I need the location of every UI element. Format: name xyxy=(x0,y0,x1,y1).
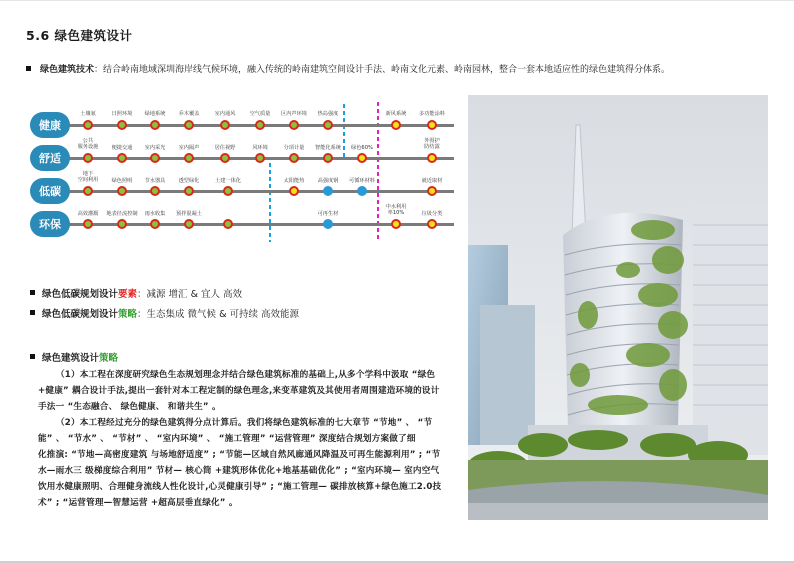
diagram-label: 绿色照明 xyxy=(111,178,133,184)
diagram-label: 高效灌溉 xyxy=(77,211,99,217)
diagram-dot xyxy=(83,153,93,163)
diagram-dot xyxy=(117,153,127,163)
diagram-label: 智能化系统 xyxy=(315,145,341,151)
diagram-dot xyxy=(427,120,437,130)
diagram-label: 分项计量 xyxy=(283,145,305,151)
diagram-dot xyxy=(289,120,299,130)
diagram-dot xyxy=(117,186,127,196)
diagram-label: 预拌混凝土 xyxy=(176,211,202,217)
diagram-dot xyxy=(220,120,230,130)
tech-text: ：结合岭南地域深圳海岸线气候环境，融入传统的岭南建筑空间设计手法、岭南文化元素、岭南园林，整合一套本地适应性的绿色建筑得分体系。 xyxy=(94,65,671,75)
section-title: 5.6 绿色建筑设计 xyxy=(26,28,133,43)
building-rendering-svg xyxy=(468,95,768,520)
diagram-dot xyxy=(223,186,233,196)
diagram-label: 绿地系统 xyxy=(144,111,166,117)
diagram-label: 公共 服务设施 xyxy=(77,138,99,150)
row-comfort: 舒适 xyxy=(30,145,70,171)
green-tech-diagram xyxy=(22,100,458,248)
diagram-label: 日照环境 xyxy=(111,111,133,117)
diagram-dot xyxy=(117,219,127,229)
diagram-label: 室内通风 xyxy=(214,111,236,117)
diagram-dot xyxy=(357,186,367,196)
strategy-text: ：生态集成 微气候 & 可持续 高效能源 xyxy=(137,309,300,320)
planning-strategy-line xyxy=(42,306,299,320)
diagram-dot xyxy=(83,120,93,130)
diagram-label: 高强度钢 xyxy=(317,178,339,184)
elements-label: 绿色低碳规划设计 xyxy=(42,289,119,300)
design-label: 绿色建筑设计 xyxy=(42,353,100,364)
diagram-dot xyxy=(323,186,333,196)
diagram-dot xyxy=(184,186,194,196)
diagram-label: 可再生材 xyxy=(317,211,339,217)
diagram-label: 垃圾分类 xyxy=(421,211,443,217)
row-health: 健康 xyxy=(30,112,70,138)
design-heading xyxy=(42,350,118,364)
design-highlight: 策略 xyxy=(99,353,119,364)
diagram-dot xyxy=(427,219,437,229)
diagram-label: 透型绿化 xyxy=(178,178,200,184)
diagram-label: 居住视野 xyxy=(214,145,236,151)
diagram-dot xyxy=(427,186,437,196)
diagram-dot xyxy=(184,153,194,163)
bullet-elements xyxy=(30,290,35,295)
diagram-dot xyxy=(117,120,127,130)
strategy-label: 绿色低碳规划设计 xyxy=(42,309,119,320)
diagram-dot xyxy=(223,219,233,229)
diagram-dot xyxy=(357,153,367,163)
diagram-label: 可循环材料 xyxy=(349,178,375,184)
diagram-dot xyxy=(150,186,160,196)
elements-highlight: 要素 xyxy=(118,289,138,300)
diagram-label: 室内隔声 xyxy=(178,145,200,151)
design-paragraph-line: 化推演: “节地—高密度建筑 与场地舒适度” ; “节能—区域自然风廊通风降温及可再生能源利用” ; “节 xyxy=(38,450,441,460)
diagram-label: 土壤氡 xyxy=(80,111,96,117)
diagram-extra-label: 绿色60% xyxy=(351,145,373,151)
diagram-dot xyxy=(289,186,299,196)
diagram-label: 中水利用 率10% xyxy=(385,204,407,216)
diagram-dot xyxy=(150,219,160,229)
diagram-label: 新风系统 xyxy=(385,111,407,117)
diagram-label: 区内声环境 xyxy=(281,111,307,117)
bullet-strategy xyxy=(30,310,35,315)
diagram-dot xyxy=(83,186,93,196)
diagram-label: 室内采光 xyxy=(144,145,166,151)
diagram-dot xyxy=(255,120,265,130)
diagram-dot xyxy=(289,153,299,163)
diagram-dot xyxy=(323,120,333,130)
diagram-label: 地下 空间利用 xyxy=(77,171,99,183)
planning-elements-line xyxy=(42,286,242,300)
diagram-dot xyxy=(150,153,160,163)
diagram-label: 节水器具 xyxy=(144,178,166,184)
diagram-label: 雨水收集 xyxy=(144,211,166,217)
diagram-dot xyxy=(255,153,265,163)
design-paragraph-line: 水—雨水三 级梯度综合利用” 节材— 核心筒 +建筑形体优化+地基基础优化” ; “室内环境— 室内空气 xyxy=(38,466,440,476)
diagram-dot xyxy=(184,219,194,229)
design-paragraph-line: 手法一 “生态融合、 绿色健康、 和谐共生” 。 xyxy=(38,402,221,412)
bullet-tech xyxy=(26,66,31,71)
diagram-dot xyxy=(323,153,333,163)
diagram-label: 就近取材 xyxy=(421,178,443,184)
diagram-label: 多功能涂料 xyxy=(419,111,445,117)
diagram-label: 乔木覆盖 xyxy=(178,111,200,117)
diagram-dot xyxy=(184,120,194,130)
diagram-label: 空气质量 xyxy=(249,111,271,117)
diagram-label: 便捷交通 xyxy=(111,145,133,151)
row-eco: 环保 xyxy=(30,211,70,237)
strategy-highlight: 策略 xyxy=(118,309,138,320)
diagram-label: 风环境 xyxy=(252,145,268,151)
diagram-dot xyxy=(427,153,437,163)
tech-line xyxy=(40,62,670,75)
design-paragraph-line: 能” 、 “节水” 、 “节材” 、 “室内环境” 、 “施工管理” “运营管理” 深度结合规划方案做了细 xyxy=(38,434,416,444)
diagram-dot xyxy=(220,153,230,163)
design-paragraph-line: +健康” 耦合设计手法,提出一套针对本工程定制的绿色理念,来变革建筑及其使用者周围建造环境的设计 xyxy=(38,386,440,396)
diagram-label: 外围护 防结露 xyxy=(424,138,440,150)
row-lowcarbon: 低碳 xyxy=(30,178,70,204)
design-paragraph-line: （2）本工程经过充分的绿色建筑得分点计算后。我们将绿色建筑标准的七大章节 “节地” 、 “节 xyxy=(56,418,433,428)
design-paragraph-line: （1）本工程在深度研究绿色生态规划理念并结合绿色建筑标准的基础上,从多个学科中汲取 “绿色 xyxy=(56,370,436,380)
building-rendering xyxy=(468,95,768,520)
diagram-dot xyxy=(323,219,333,229)
diagram-dot xyxy=(391,120,401,130)
diagram-dot xyxy=(391,219,401,229)
design-paragraph-line: 术” ; “运营管理—智慧运营 +超高层垂直绿化” 。 xyxy=(38,498,238,508)
bullet-design xyxy=(30,354,35,359)
diagram-label: 地表径流控制 xyxy=(106,211,138,217)
diagram-dot xyxy=(150,120,160,130)
diagram-dot xyxy=(83,219,93,229)
elements-text: ：减源 增汇 & 宜人 高效 xyxy=(137,289,243,300)
design-paragraph-line: 饮用水健康照明、合理健身流线人性化设计,心灵健康引导” ; “施工管理— 碳排放核算+绿色施工2.0技 xyxy=(38,482,442,492)
diagram-label: 太阳能热 xyxy=(283,178,305,184)
diagram-label: 土建一体化 xyxy=(215,178,241,184)
tech-label: 绿色建筑技术 xyxy=(40,65,95,75)
diagram-label: 热岛强度 xyxy=(317,111,339,117)
